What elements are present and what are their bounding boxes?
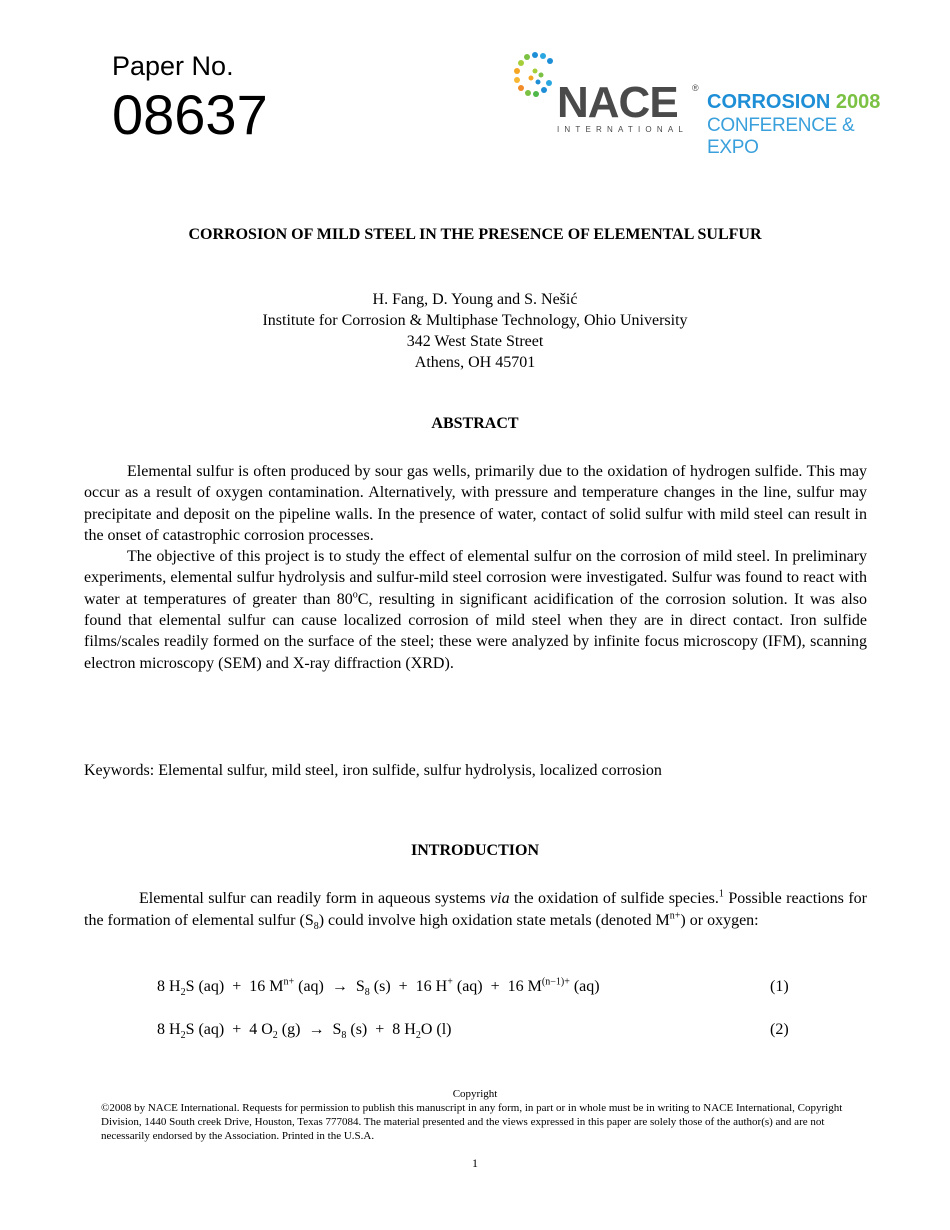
abstract-p2-part: The objective of this project is to study the effect of elemental sulfur on the corrosion of mild steel. In preliminary experiments, elemental sulfur hydrolysis and sulfur-mild steel corrosion were investigated. Sulfur was found to react with water at temperatures of greater than 80 bbox=[84, 548, 867, 608]
intro-text: Elemental sulfur can readily form in aqueous systems bbox=[139, 890, 491, 907]
author-city: Athens, OH 45701 bbox=[414, 354, 536, 371]
introduction-paragraph-1 bbox=[84, 888, 867, 931]
subscript: 8 bbox=[313, 920, 319, 932]
paper-label: Paper No. bbox=[112, 51, 234, 81]
page-number: 1 bbox=[472, 1156, 478, 1170]
nace-swirl-icon bbox=[505, 47, 565, 107]
logo-event bbox=[707, 91, 880, 113]
intro-text: ) or oxygen: bbox=[680, 911, 759, 929]
eq-text: S (aq) + 4 O bbox=[185, 1021, 273, 1038]
logo-event-subtitle: CONFERENCE & EXPO bbox=[707, 115, 855, 158]
eq-text: (aq) bbox=[569, 978, 600, 995]
logo-event-word: CORROSION bbox=[707, 91, 831, 113]
eq-text: (aq) → S bbox=[294, 978, 365, 995]
intro-text: the oxidation of sulfide species. bbox=[509, 890, 719, 907]
eq-sub: 2 bbox=[180, 987, 186, 999]
eq-sub: 2 bbox=[272, 1030, 278, 1042]
eq-sup: (n−1)+ bbox=[541, 976, 570, 988]
logo-org: NACE bbox=[557, 78, 678, 127]
eq-text: (s) + 8 H bbox=[346, 1021, 416, 1038]
paper-number-block bbox=[112, 50, 268, 146]
copyright-footer bbox=[0, 1087, 950, 1143]
paper-title: CORROSION OF MILD STEEL IN THE PRESENCE OF ELEMENTAL SULFUR bbox=[188, 226, 762, 243]
eq-sub: 2 bbox=[415, 1030, 421, 1042]
eq-text: (aq) + 16 M bbox=[452, 978, 542, 995]
equation-2-number: (2) bbox=[770, 1021, 789, 1038]
copyright-text: ©2008 by NACE International. Requests for permission to publish this manuscript in any form, in part or in whole must be in writing to NACE International, Copyright Division, 1440 South creek Drive, Houston, Texas 777084. The material presented and the views expressed in this paper are solely those of the author(s) and are not necessarily endorsed by the Association. Printed in the U.S.A. bbox=[101, 1102, 843, 1142]
degree-sup: o bbox=[352, 589, 358, 601]
intro-text: Possible reactions for the formation of elemental sulfur (S bbox=[84, 890, 868, 929]
eq-text: S (aq) + 16 M bbox=[185, 978, 284, 995]
introduction-heading: INTRODUCTION bbox=[410, 842, 539, 859]
keywords: Keywords: Elemental sulfur, mild steel, iron sulfide, sulfur hydrolysis, localized corrosion bbox=[84, 762, 662, 779]
eq-text: 8 H bbox=[157, 978, 181, 995]
author-names: H. Fang, D. Young and S. Nešić bbox=[372, 291, 578, 308]
eq-text: (s) + 16 H bbox=[369, 978, 448, 995]
abstract-p2-part: C, resulting in significant acidification of the corrosion solution. It was also found that elemental sulfur can cause localized corrosion of mild steel when they are in direct contact. Iron sulfide films/scales readily formed on the surface of the steel; these were analyzed by infinite focus microscopy (IFM), scanning electron microscopy (SEM) and X-ray diffraction (XRD). bbox=[84, 590, 868, 672]
equation-2 bbox=[157, 1021, 452, 1042]
equation-1-number: (1) bbox=[770, 978, 789, 995]
eq-sup: + bbox=[447, 976, 453, 988]
reference-marker: 1 bbox=[718, 888, 724, 900]
eq-text: 8 H bbox=[157, 1021, 181, 1038]
nace-corrosion-logo bbox=[505, 45, 905, 158]
equation-1 bbox=[157, 976, 600, 999]
eq-sub: 8 bbox=[341, 1030, 347, 1042]
author-block bbox=[0, 289, 950, 373]
intro-text: ) could involve high oxidation state metals (denoted M bbox=[318, 911, 670, 929]
eq-sub: 2 bbox=[180, 1030, 186, 1042]
eq-text: O (l) bbox=[420, 1021, 452, 1038]
copyright-heading: Copyright bbox=[452, 1088, 498, 1100]
eq-sub: 8 bbox=[364, 987, 370, 999]
abstract-body bbox=[84, 461, 867, 674]
abstract-paragraph-2 bbox=[84, 546, 867, 674]
eq-text: (g) → S bbox=[277, 1021, 342, 1038]
logo-tagline: INTERNATIONAL bbox=[557, 125, 689, 134]
superscript: n+ bbox=[669, 910, 681, 922]
logo-reg-mark: ® bbox=[692, 83, 699, 93]
abstract-heading: ABSTRACT bbox=[431, 415, 519, 432]
author-institution: Institute for Corrosion & Multiphase Technology, Ohio University bbox=[262, 312, 688, 329]
abstract-paragraph-1: Elemental sulfur is often produced by sour gas wells, primarily due to the oxidation of hydrogen sulfide. This may occur as a result of oxygen contamination. Alternatively, with pressure and temperature changes in the line, sulfur may precipitate and deposit on the pipeline walls. In the presence of water, contact of solid sulfur with mild steel can result in the onset of catastrophic corrosion processes. bbox=[84, 463, 867, 544]
paper-number: 08637 bbox=[112, 83, 268, 146]
intro-italic: via bbox=[490, 890, 510, 907]
eq-sup: n+ bbox=[283, 976, 295, 988]
author-street: 342 West State Street bbox=[406, 333, 544, 350]
logo-event-year: 2008 bbox=[835, 91, 881, 113]
introduction-body bbox=[84, 888, 867, 931]
